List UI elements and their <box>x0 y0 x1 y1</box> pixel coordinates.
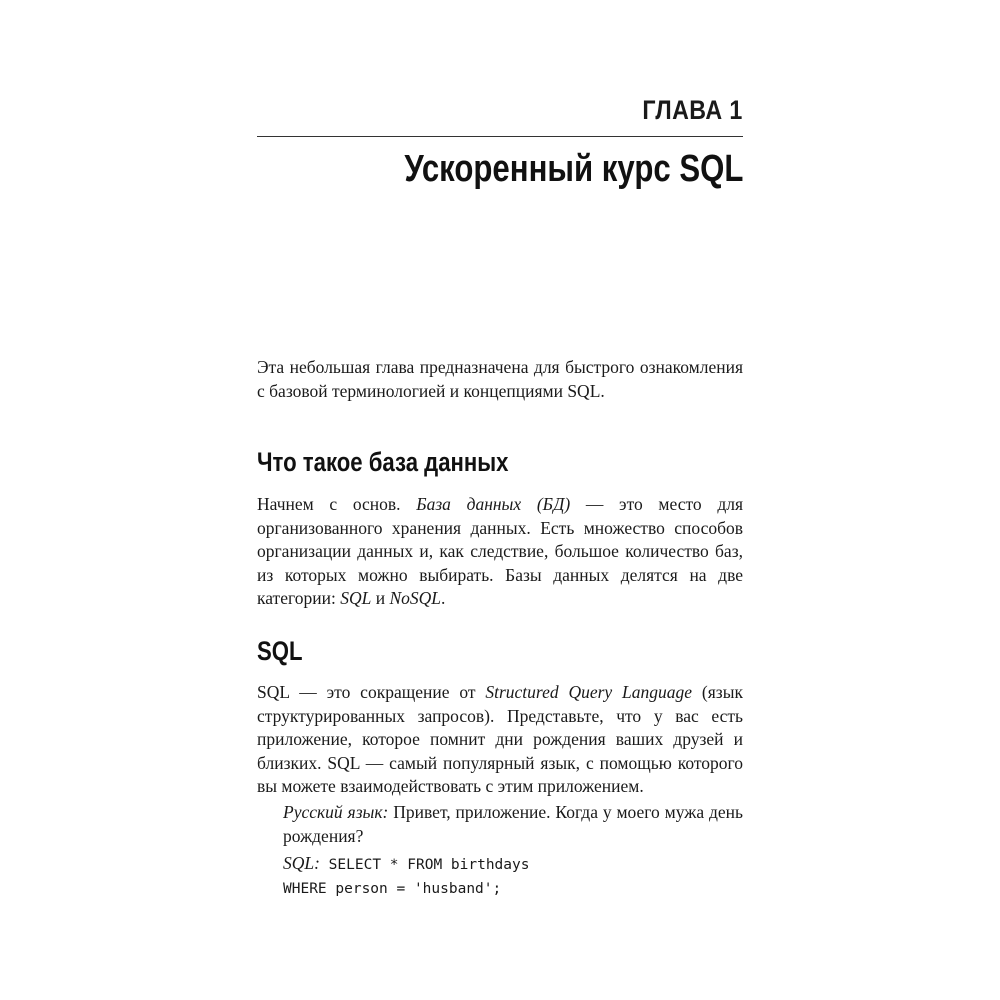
database-paragraph-start: Начнем с основ. <box>257 494 417 514</box>
database-paragraph <box>257 493 743 611</box>
database-paragraph-mid: — это место для организованного хранения данных. Есть множество способов организации данных и, как следствие, большое количество баз, из которых можно выбирать. Базы данных делятся на две категории: <box>257 494 744 608</box>
intro-paragraph-block <box>257 356 743 403</box>
database-paragraph-block <box>257 493 743 611</box>
sql-category-term: SQL <box>340 588 372 608</box>
dialog-sql-block <box>283 852 743 901</box>
dialog-sql <box>283 852 743 901</box>
dialog-russian <box>283 801 743 848</box>
section-heading-database: Что такое база данных <box>257 447 509 477</box>
database-paragraph-end: . <box>440 588 446 608</box>
sql-paragraph <box>257 681 743 799</box>
chapter-divider <box>257 136 743 137</box>
sql-full-name-term: Structured Query Language <box>485 682 693 702</box>
sql-code-line-2: WHERE person = 'husband'; <box>283 880 502 897</box>
book-page <box>257 0 743 1000</box>
dialog-russian-label: Русский язык: <box>283 802 389 822</box>
nosql-category-term: NoSQL <box>389 588 441 608</box>
database-paragraph-and: и <box>371 588 390 608</box>
chapter-label: ГЛАВА 1 <box>642 95 743 125</box>
sql-code-line-1: SELECT * FROM birthdays <box>319 857 530 873</box>
chapter-title: Ускоренный курс SQL <box>404 148 743 190</box>
intro-paragraph: Эта небольшая глава предназначена для быстрого ознакомления с базовой терминологией и концепциями SQL. <box>257 357 743 401</box>
sql-paragraph-start: SQL — это сокращение от <box>257 682 486 702</box>
database-term: База данных (БД) <box>416 494 571 514</box>
dialog-russian-block <box>283 801 743 848</box>
sql-paragraph-block <box>257 681 743 799</box>
section-heading-sql: SQL <box>257 636 303 666</box>
dialog-russian-text: Привет, приложение. Когда у моего мужа день рождения? <box>283 802 743 846</box>
sql-paragraph-end: (язык структурированных запросов). Представьте, что у вас есть приложение, которое помнит дни рождения ваших друзей и близких. SQL — самый популярный язык, с помощью которого вы можете взаимодействовать с этим приложением. <box>257 682 743 796</box>
dialog-sql-label: SQL: <box>283 853 320 873</box>
